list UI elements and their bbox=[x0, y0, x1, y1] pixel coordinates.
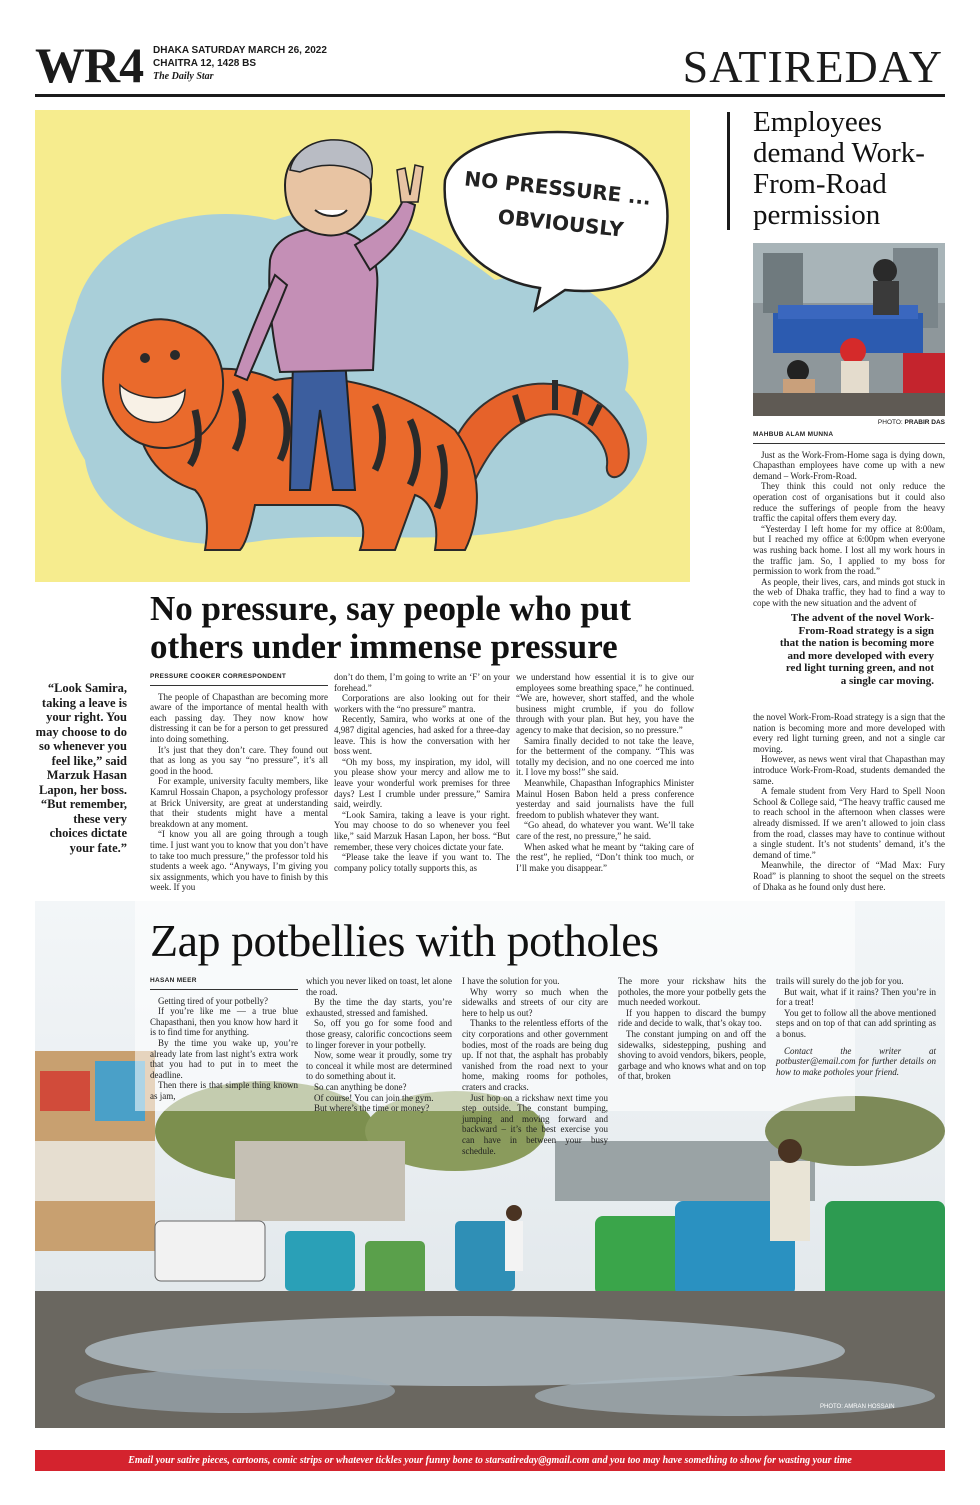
paragraph: If you’re like me — a true blue Chapasthani, then you know how hard it is to find time for anything. bbox=[150, 1006, 298, 1038]
paragraph: Recently, Samira, who works at one of the 4,987 digital agencies, had asked for a three-day leave. This is how the conversation with her boss went. bbox=[334, 714, 510, 757]
story1-pullquote: “Look Samira, taking a leave is your right. You may choose to do so whenever you feel like,” said Marzuk Hasan Lapon, her boss. “But remember, these very choices dictate your fate.” bbox=[35, 681, 127, 855]
paragraph: Meanwhile, Chapasthan Infographics Minister Mainul Hosen Babon held a press conference yesterday and said journalists have the full freedom to publish whatever they want. bbox=[516, 777, 694, 820]
paragraph: Just hop on a rickshaw next time you step outside. The constant bumping, jumping and moving forward and backward – it’s the best exercise you can have in between your busy schedule. bbox=[462, 1092, 608, 1156]
story3-column-5 bbox=[776, 976, 936, 1077]
masthead bbox=[35, 37, 945, 96]
story2-headline: Employees demand Work-From-Road permission bbox=[753, 106, 925, 231]
paragraph: As people, their lives, cars, and minds got stuck in the web of Dhaka traffic, they had to find a way to cope with the new situation and the advent of bbox=[753, 576, 945, 608]
paragraph: we understand how essential it is to give our employees some breathing space,” he continued. “We are, however, short staffed, and the whole business might crumble, if you do follow through with your plan. But hey, you have the agency to make that decision, so no pressure.” bbox=[516, 672, 694, 735]
paragraph: “Look Samira, taking a leave is your right. You may choose to do so whenever you feel like,” said Marzuk Hasan Lapon, her boss. “But remember, these very choices dictate your fate. bbox=[334, 809, 510, 852]
story1-headline: No pressure, say people who put others under immense pressure bbox=[150, 589, 631, 666]
paragraph: So, off you go for some food and those greasy, calorific concoctions seem to linger forever in your potbelly. bbox=[306, 1018, 452, 1050]
paragraph: It’s just that they don’t care. They found out that as long as you say “no pressure”, it’s all good in the hood. bbox=[150, 744, 328, 776]
paragraph: The people of Chapasthan are becoming more aware of the importance of mental health with each passing day. They now know how distressing it can be for a person to get pressured into doing something. bbox=[150, 691, 328, 744]
story3-column-4 bbox=[618, 976, 766, 1082]
paragraph: Now, some wear it proudly, some try to conceal it while most are determined to do something about it. bbox=[306, 1050, 452, 1082]
paragraph: “Please take the leave if you want to. The company policy totally supports this, as bbox=[334, 852, 510, 873]
story3-byline: HASAN MEER bbox=[150, 976, 298, 990]
story2-pullquote: The advent of the novel Work-From-Road strategy is a sign that the nation is becoming more and more developed with every red light turning green, and not a single car moving. bbox=[779, 612, 934, 687]
paragraph: Getting tired of your potbelly? bbox=[158, 995, 268, 1006]
story2-accent-rule bbox=[727, 112, 730, 230]
paragraph: The constant jumping on and off the sidewalks, sidestepping, pushing and shoving to avoid vendors, bikers, people, garbage and who knows what and on top of that, broken bbox=[618, 1028, 766, 1082]
story3-headline: Zap potbellies with potholes bbox=[150, 915, 659, 966]
paragraph: Corporations are also looking out for their workers with the “no pressure” mantra. bbox=[334, 693, 510, 714]
paragraph: If you happen to discard the bumpy ride and decide to walk, that’s okay too. bbox=[618, 1007, 766, 1029]
newspaper-name: The Daily Star bbox=[153, 71, 214, 82]
paragraph: The more your rickshaw hits the potholes, the more your potbelly gets the much needed workout. bbox=[618, 976, 766, 1008]
paragraph: However, as news went viral that Chapasthan may introduce Work-From-Road, students demanded the same. bbox=[753, 754, 945, 786]
paragraph: Just as the Work-From-Home saga is dying down, Chapasthan employees have come up with a new demand – Work-From-Road. bbox=[753, 449, 945, 481]
paragraph: They think this could not only reduce the operation cost of organisations but it could also reduce the sufferings of people from the heavy traffic the capital offers them every day. bbox=[753, 481, 945, 524]
paragraph: A female student from Very Hard to Spell Noon School & College said, “The heavy traffic caused me to reach school in the afternoon when classes were already dismissed. If we aren’t allowed to join class from the road, classes may have to continue without a single student. It’s not students’ demand, it’s the demand of time.” bbox=[753, 786, 945, 860]
bangla-date: CHAITRA 12, 1428 BS bbox=[153, 58, 256, 69]
paragraph: “I know you all are going through a tough time. I just want you to know that you don’t have to take too much pressure,” the professor told his students a week ago. “Anyways, I’m giving you six assignments, which you have to finish by this week. If you bbox=[150, 829, 328, 893]
date-line: DHAKA SATURDAY MARCH 26, 2022 bbox=[153, 45, 327, 56]
paragraph: Meanwhile, the director of “Mad Max: Fury Road” is planning to shoot the sequel on the streets of Dhaka as he found only dust here. bbox=[753, 860, 945, 892]
story3-column-3 bbox=[462, 976, 608, 1156]
paragraph: the novel Work-From-Road strategy is a sign that the nation is becoming more and more developed with every red light turning green, and not a single car moving. bbox=[753, 712, 945, 754]
story1-byline: PRESSURE COOKER CORRESPONDENT bbox=[150, 672, 328, 686]
paragraph: When asked what he meant by “taking care of the rest”, he replied, “Don’t think too much, or I’ll make you disappear.” bbox=[516, 841, 694, 873]
masthead-rule bbox=[35, 94, 945, 97]
story1-column-2 bbox=[334, 672, 510, 873]
story2-photo-credit bbox=[753, 419, 945, 426]
paragraph: Why worry so much when the sidewalks and streets of our city are here to help us out? bbox=[462, 986, 608, 1018]
story3-column-1 bbox=[150, 976, 298, 1102]
speech-line-1: NO PRESSURE ... bbox=[463, 166, 653, 210]
paragraph: Of course! You can join the gym. bbox=[314, 1092, 434, 1103]
story2-body-bottom bbox=[753, 712, 945, 892]
traffic-photo bbox=[753, 243, 945, 416]
paragraph: don’t do them, I’m going to write an ‘F’ on your forehead.” bbox=[334, 672, 510, 693]
story1-column-3 bbox=[516, 672, 694, 873]
paragraph: By the time the day starts, you’re exhausted, stressed and famished. bbox=[306, 997, 452, 1018]
paragraph: You get to follow all the above mentioned steps and on top of that can add sprinting as a bonus. bbox=[776, 1007, 936, 1039]
story1-column-1 bbox=[150, 672, 328, 893]
paragraph: trails will surely do the job for you. bbox=[776, 976, 904, 986]
cartoon-illustration bbox=[35, 110, 690, 582]
footer-banner: Email your satire pieces, cartoons, comic strips or whatever tickles your funny bone to starsatireday@gmail.com and you too may have something to show for wasting your time bbox=[35, 1450, 945, 1471]
writer-contact: Contact the writer at potbuster@email.com for further details on how to make potholes your friend. bbox=[776, 1045, 936, 1077]
paragraph: which you never liked on toast, let alone the road. bbox=[306, 976, 452, 997]
photo-credit-label: PHOTO: bbox=[877, 419, 903, 426]
story3-photo-credit: PHOTO: AMRAN HOSSAIN bbox=[820, 1404, 895, 1410]
paragraph: “Go ahead, do whatever you want. We’ll take care of the rest, no pressure,” he said. bbox=[516, 820, 694, 841]
paragraph: So can anything be done? bbox=[314, 1081, 407, 1092]
paragraph: But where’s the time or money? bbox=[314, 1103, 430, 1114]
story3-column-2 bbox=[306, 976, 452, 1114]
paragraph: Then there is that simple thing known as jam, bbox=[150, 1080, 298, 1101]
dateline bbox=[153, 44, 327, 83]
paragraph: Samira finally decided to not take the leave, for the betterment of the company. “This was totally my decision, and no one coerced me into it. I love my boss!” she said. bbox=[516, 735, 694, 778]
paragraph: By the time you wake up, you’re already late from last night’s extra work that you had to put in to meet the deadline. bbox=[150, 1037, 298, 1080]
paragraph: But wait, what if it rains? Then you’re in for a treat! bbox=[776, 986, 936, 1008]
paragraph: For example, university faculty members, like Kamrul Hossain Chapon, a psychology professor at Brick University, are great at understanding that their students might have a mental breakdown at any moment. bbox=[150, 776, 328, 829]
paragraph: Thanks to the relentless efforts of the city corporations and other government bodies, most of the roads are being dug up. If not that, the asphalt has probably vanished from the road next to your home, making rooms for potholes, craters and cracks. bbox=[462, 1018, 608, 1092]
paragraph: “Yesterday I left home for my office at 8:00am, but I reached my office at 6:00pm when everyone was rushing back home. I lost all my work hours in the traffic jam. So, I applied to my boss for permission to work from the road.” bbox=[753, 523, 945, 577]
story2-byline: MAHBUB ALAM MUNNA bbox=[753, 430, 945, 444]
section-title: SATIREDAY bbox=[682, 41, 943, 92]
photo-credit-name: PRABIR DAS bbox=[904, 419, 945, 426]
paragraph: “Oh my boss, my inspiration, my idol, will you please show your mercy and allow me to leave your wonderful work premises for three days? Lest I crumble under pressure,” Samira said, weirdly. bbox=[334, 756, 510, 810]
page-label: WR4 bbox=[35, 37, 144, 93]
paragraph: I have the solution for you. bbox=[462, 976, 560, 986]
story2-body-top bbox=[753, 430, 945, 609]
speech-line-2: OBVIOUSLY bbox=[496, 204, 625, 242]
